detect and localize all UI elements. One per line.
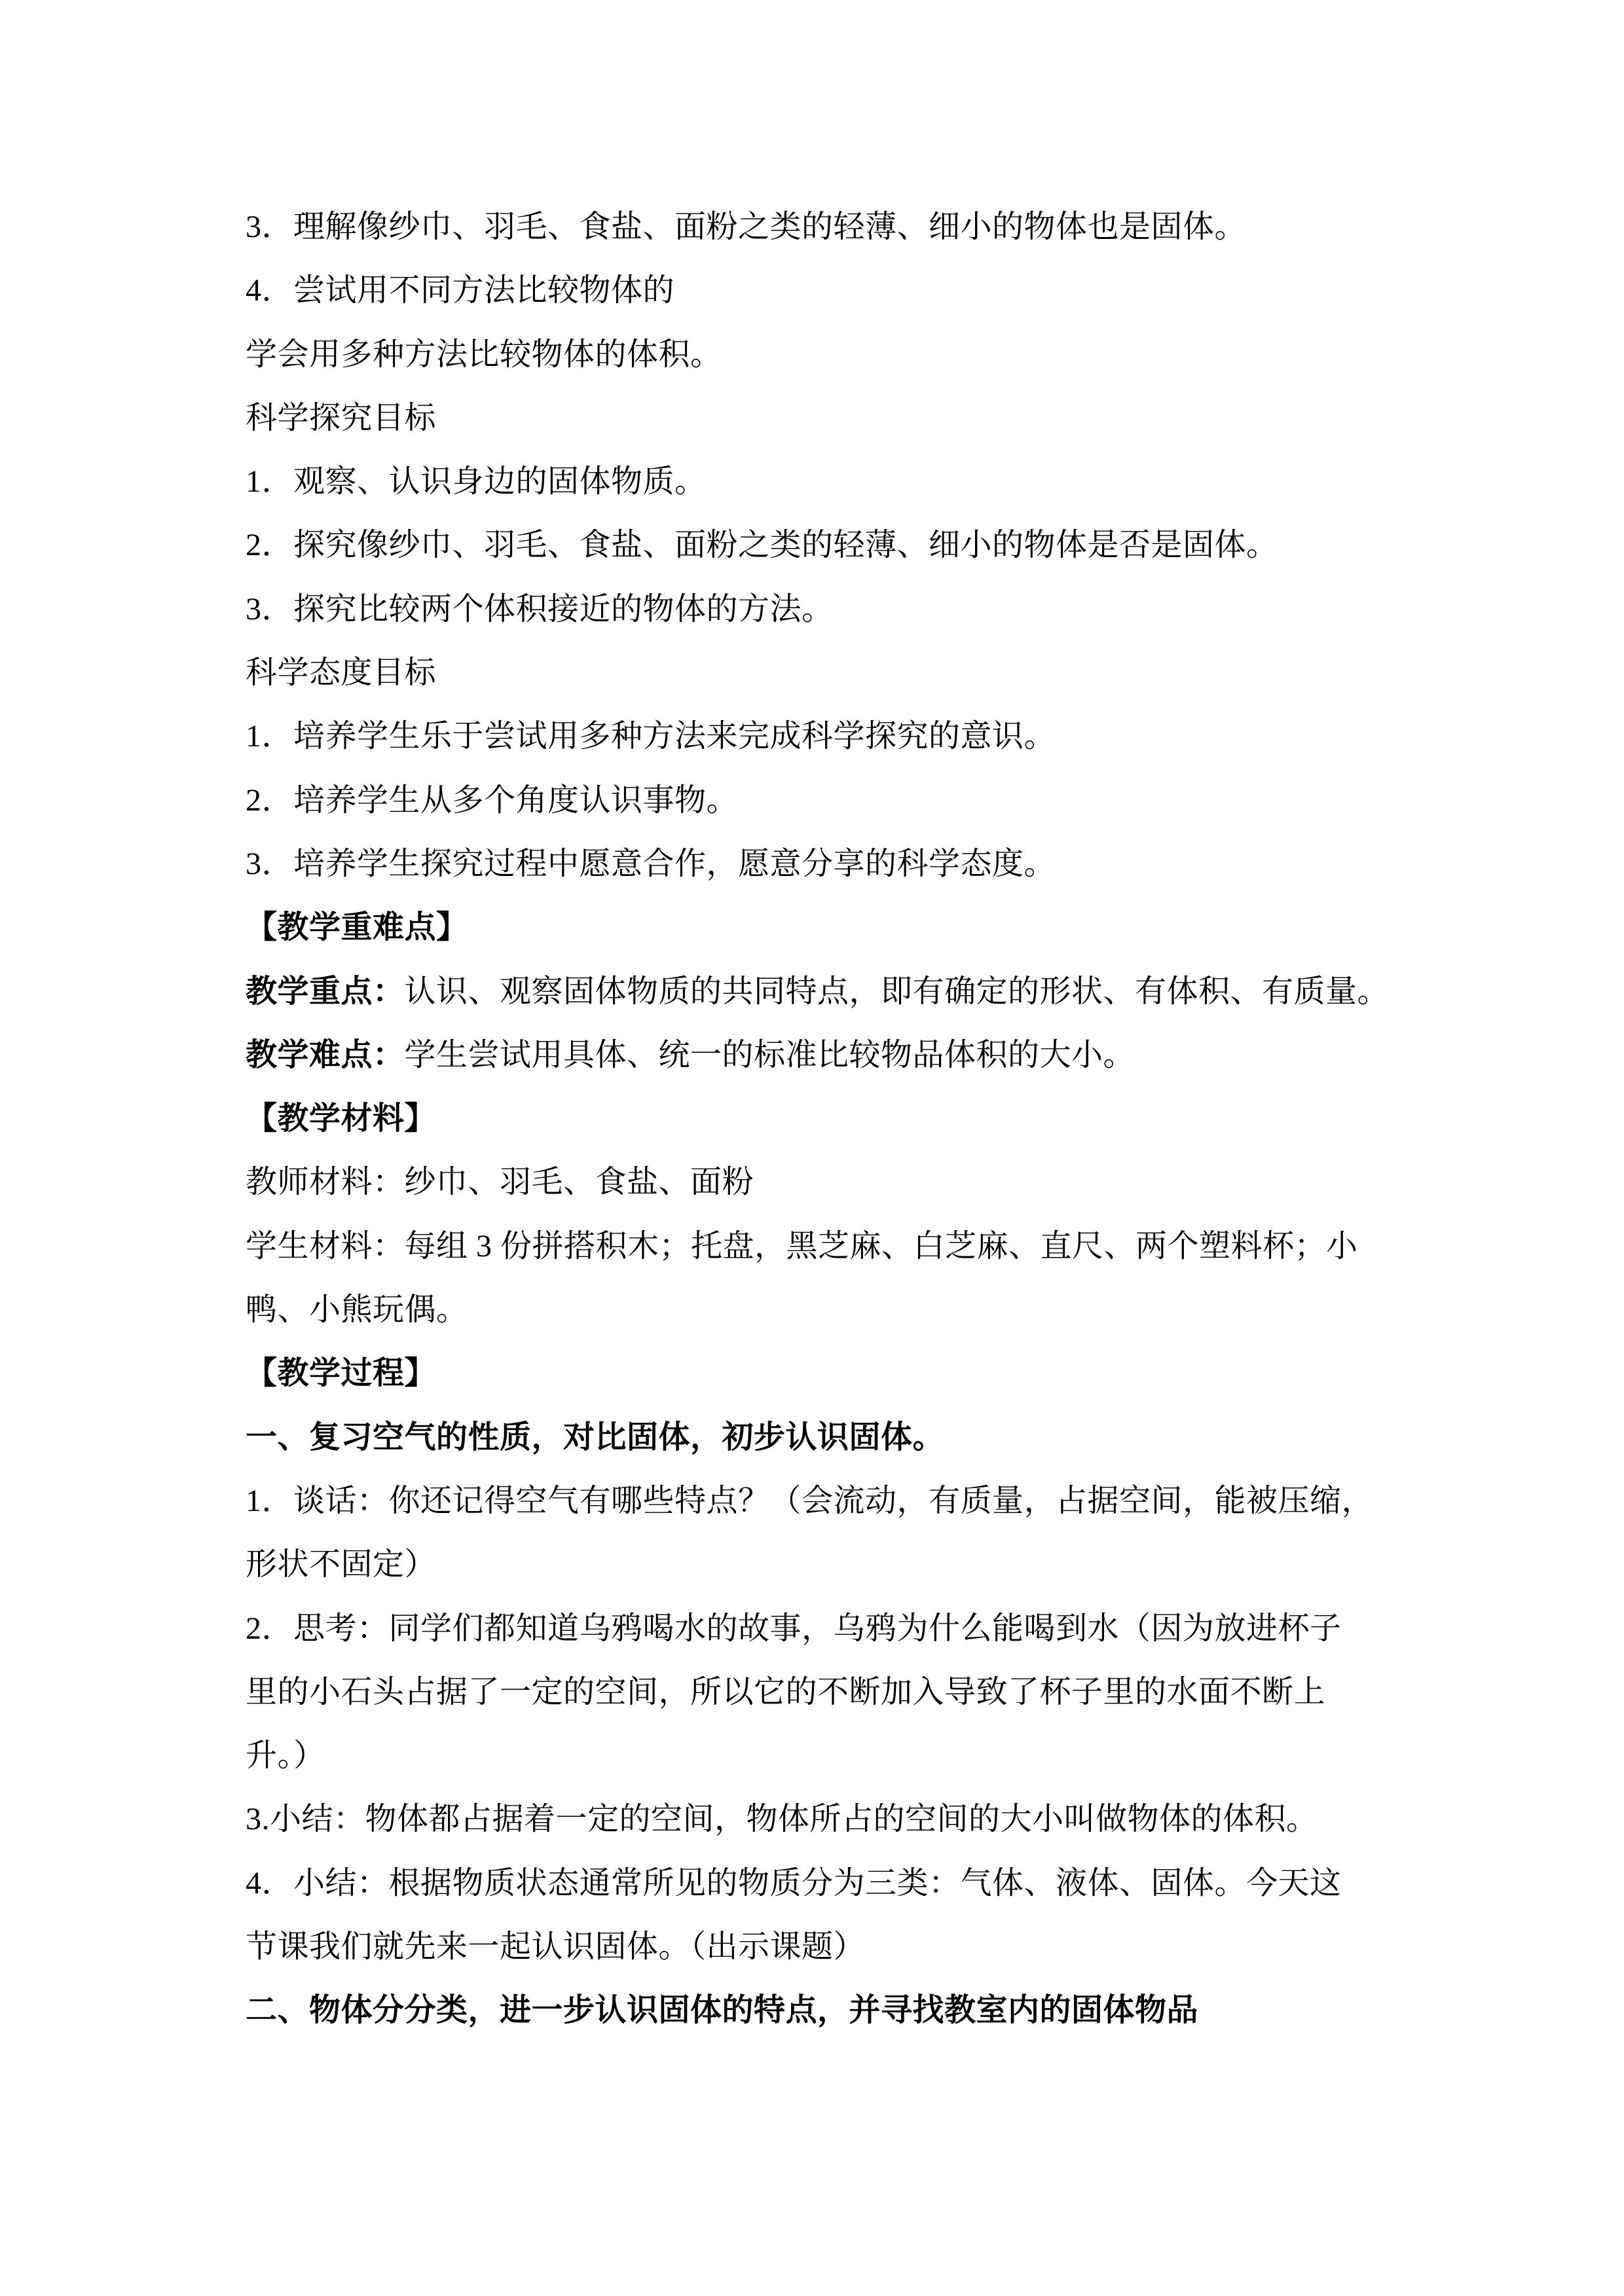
heading-section-two bbox=[246, 1978, 1398, 2042]
line-text: 科学探究目标 bbox=[246, 400, 437, 435]
line-step-1-talk bbox=[246, 1469, 1398, 1533]
teaching-difficult-point-label: 教学难点： bbox=[246, 1037, 405, 1072]
line-student-materials bbox=[246, 1214, 1398, 1278]
line-inquiry-goal-3 bbox=[246, 577, 1398, 641]
line-text: 2．探究像纱巾、羽毛、食盐、面粉之类的轻薄、细小的物体是否是固体。 bbox=[246, 528, 1278, 563]
line-text: 3．理解像纱巾、羽毛、食盐、面粉之类的轻薄、细小的物体也是固体。 bbox=[246, 210, 1247, 244]
line-attitude-goal-3 bbox=[246, 832, 1398, 896]
heading-teaching-process bbox=[246, 1341, 1398, 1405]
line-text: 学生材料：每组 3 份拼搭积木；托盘，黑芝麻、白芝麻、直尺、两个塑料杯；小 bbox=[246, 1228, 1358, 1264]
line-text: 里的小石头占据了一定的空间，所以它的不断加入导致了杯子里的水面不断上 bbox=[246, 1674, 1326, 1709]
line-text: 3．培养学生探究过程中愿意合作，愿意分享的科学态度。 bbox=[246, 846, 1056, 881]
line-text: 2．思考：同学们都知道乌鸦喝水的故事，乌鸦为什么能喝到水（因为放进杯子 bbox=[246, 1611, 1342, 1646]
heading-teaching-materials bbox=[246, 1087, 1398, 1150]
line-inquiry-goal-2 bbox=[246, 513, 1398, 577]
line-text: 认识、观察固体物质的共同特点，即有确定的形状、有体积、有质量。 bbox=[404, 974, 1390, 1009]
line-step-2-think bbox=[246, 1597, 1398, 1660]
line-inquiry-goal-1 bbox=[246, 450, 1398, 513]
line-teaching-key-point bbox=[246, 960, 1398, 1023]
teaching-key-point-label: 教学重点： bbox=[246, 974, 405, 1009]
line-student-materials-continued bbox=[246, 1278, 1398, 1341]
line-step-4-summary bbox=[246, 1851, 1398, 1915]
line-text: 3．探究比较两个体积接近的物体的方法。 bbox=[246, 591, 834, 627]
line-text: 4．尝试用不同方法比较物体的 bbox=[246, 273, 675, 308]
line-text: 1．谈话：你还记得空气有哪些特点？（会流动，有质量，占据空间，能被压缩， bbox=[246, 1483, 1374, 1518]
line-attitude-goal-2 bbox=[246, 769, 1398, 832]
heading-science-attitude-goals bbox=[246, 641, 1398, 704]
line-text: 1．培养学生乐于尝试用多种方法来完成科学探究的意识。 bbox=[246, 719, 1056, 754]
line-teaching-difficult-point bbox=[246, 1023, 1398, 1087]
line-text: 4．小结：根据物质状态通常所见的物质分为三类：气体、液体、固体。今天这 bbox=[246, 1865, 1342, 1901]
line-text: 3.小结：物体都占据着一定的空间，物体所占的空间的大小叫做物体的体积。 bbox=[246, 1802, 1318, 1837]
line-text: 【教学过程】 bbox=[246, 1356, 437, 1391]
line-text: 1．观察、认识身边的固体物质。 bbox=[246, 464, 707, 500]
line-step-4-summary-continued bbox=[246, 1915, 1398, 1978]
line-objective-4 bbox=[246, 259, 1398, 322]
heading-science-inquiry-goals bbox=[246, 386, 1398, 450]
line-step-2-think-end bbox=[246, 1724, 1398, 1787]
line-text: 形状不固定） bbox=[246, 1547, 437, 1582]
line-text: 二、物体分分类，进一步认识固体的特点，并寻找教室内的固体物品 bbox=[246, 1993, 1199, 2028]
line-step-1-talk-continued bbox=[246, 1533, 1398, 1596]
heading-section-one bbox=[246, 1406, 1398, 1469]
line-text: 学会用多种方法比较物体的体积。 bbox=[246, 337, 722, 372]
line-text: 升。） bbox=[246, 1738, 325, 1774]
line-objective-3 bbox=[246, 195, 1398, 259]
line-attitude-goal-1 bbox=[246, 704, 1398, 768]
heading-teaching-key-difficult-points bbox=[246, 896, 1398, 959]
line-text: 2．培养学生从多个角度认识事物。 bbox=[246, 782, 739, 818]
line-text: 教师材料：纱巾、羽毛、食盐、面粉 bbox=[246, 1165, 754, 1200]
line-text: 【教学重难点】 bbox=[246, 910, 468, 945]
document-body bbox=[246, 195, 1398, 2043]
line-text: 学生尝试用具体、统一的标准比较物品体积的大小。 bbox=[404, 1037, 1135, 1072]
line-text: 一、复习空气的性质，对比固体，初步认识固体。 bbox=[246, 1419, 945, 1455]
line-text: 科学态度目标 bbox=[246, 655, 437, 691]
line-step-3-summary bbox=[246, 1787, 1398, 1851]
line-text: 节课我们就先来一起认识固体。（出示课题） bbox=[246, 1929, 866, 1965]
line-text: 【教学材料】 bbox=[246, 1101, 437, 1137]
line-teacher-materials bbox=[246, 1150, 1398, 1214]
line-text: 鸭、小熊玩偶。 bbox=[246, 1292, 468, 1328]
line-step-2-think-continued bbox=[246, 1660, 1398, 1724]
line-objective-4-continued bbox=[246, 323, 1398, 386]
